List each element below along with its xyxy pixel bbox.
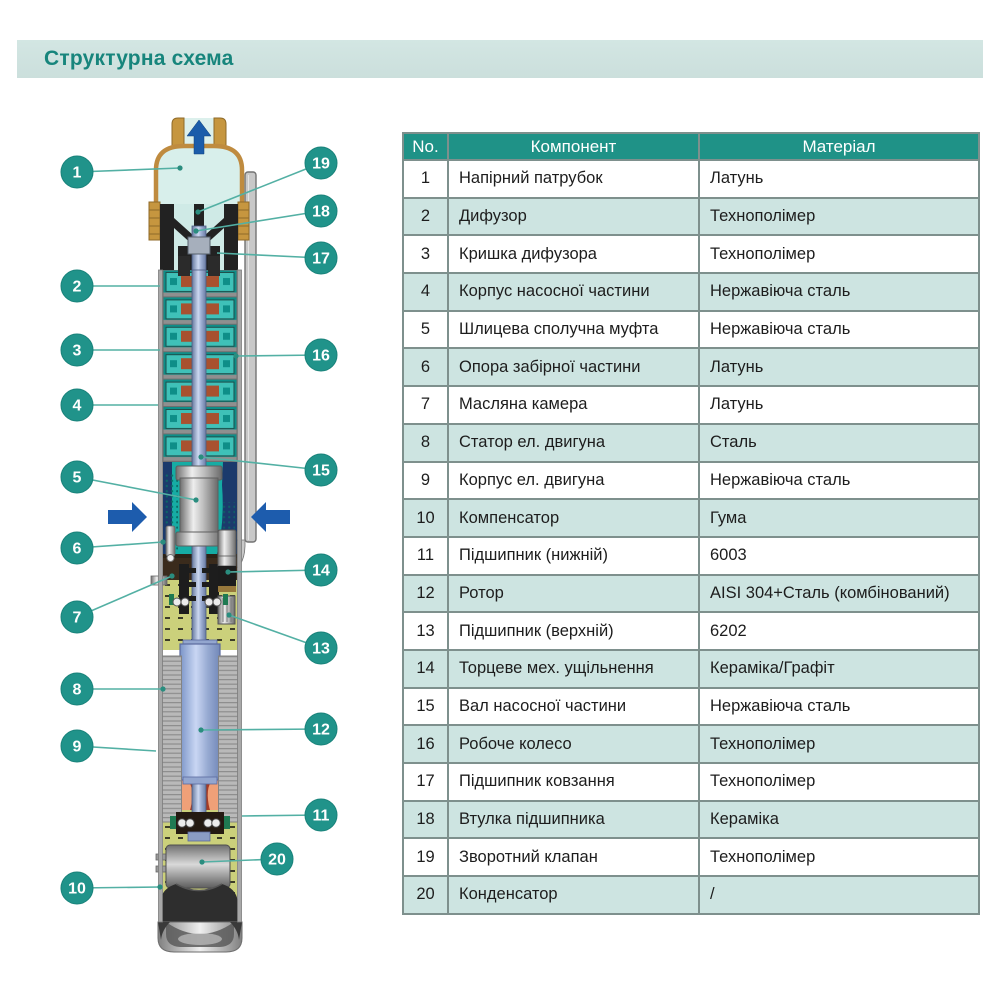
callout-dot-16 [233, 353, 238, 358]
cell-no: 16 [403, 725, 448, 763]
capacitor-icon [156, 845, 230, 888]
callout-dot-5 [193, 497, 198, 502]
cell-material: / [699, 876, 979, 914]
callout-label-14: 14 [312, 562, 330, 580]
slide-bearing-icon [178, 256, 190, 276]
cell-component: Опора забірної частини [448, 348, 699, 386]
cell-component: Вал насосної частини [448, 688, 699, 726]
callout-label-10: 10 [68, 880, 86, 898]
cell-no: 2 [403, 198, 448, 236]
callout-label-5: 5 [72, 469, 82, 487]
callout-dot-15 [198, 454, 203, 459]
cell-no: 5 [403, 311, 448, 349]
cell-no: 1 [403, 160, 448, 198]
callout-label-8: 8 [72, 681, 82, 699]
components-table [402, 132, 980, 915]
cell-component: Шлицева сполучна муфта [448, 311, 699, 349]
cell-no: 8 [403, 424, 448, 462]
table-row [403, 688, 979, 726]
column-header-no: No. [403, 133, 448, 160]
cell-component: Кришка дифузора [448, 235, 699, 273]
table-body [403, 160, 979, 914]
table-row [403, 198, 979, 236]
callout-label-4: 4 [72, 397, 82, 415]
cell-component: Дифузор [448, 198, 699, 236]
cell-component: Підшипник ковзання [448, 763, 699, 801]
cell-no: 11 [403, 537, 448, 575]
callout-label-19: 19 [312, 155, 330, 173]
callout-label-20: 20 [268, 851, 286, 869]
table-row [403, 160, 979, 198]
bearing-bushing-icon [188, 237, 210, 254]
pump-illustration [30, 110, 390, 960]
check-valve-icon [160, 204, 238, 276]
callout-dot-6 [160, 539, 165, 544]
callout-dot-8 [160, 686, 165, 691]
title-bar [17, 40, 983, 78]
cell-no: 7 [403, 386, 448, 424]
table-row [403, 763, 979, 801]
table-row [403, 612, 979, 650]
table-row [403, 876, 979, 914]
cell-material: Кераміка/Графіт [699, 650, 979, 688]
cell-no: 20 [403, 876, 448, 914]
callout-dot-20 [199, 859, 204, 864]
cell-material: Технополімер [699, 838, 979, 876]
cell-no: 9 [403, 462, 448, 500]
cell-material: Технополімер [699, 763, 979, 801]
table-row [403, 424, 979, 462]
cell-no: 14 [403, 650, 448, 688]
cell-material: Гума [699, 499, 979, 537]
callout-label-7: 7 [72, 609, 82, 627]
callout-label-12: 12 [312, 721, 330, 739]
column-header-component: Компонент [448, 133, 699, 160]
cell-no: 13 [403, 612, 448, 650]
cell-material: Нержавіюча сталь [699, 311, 979, 349]
table-row [403, 575, 979, 613]
cell-component: Напірний патрубок [448, 160, 699, 198]
cell-material: Кераміка [699, 801, 979, 839]
table-row [403, 725, 979, 763]
cell-material: AISI 304+Сталь (комбінований) [699, 575, 979, 613]
cell-component: Корпус насосної частини [448, 273, 699, 311]
callout-label-13: 13 [312, 640, 330, 658]
cell-material: Нержавіюча сталь [699, 462, 979, 500]
table-header-row [403, 133, 979, 160]
cell-no: 4 [403, 273, 448, 311]
cell-material: 6202 [699, 612, 979, 650]
callout-dot-10 [157, 884, 162, 889]
cell-material: Сталь [699, 424, 979, 462]
cell-material: Технополімер [699, 725, 979, 763]
callout-label-6: 6 [72, 540, 82, 558]
callout-label-1: 1 [72, 164, 82, 182]
cell-component: Компенсатор [448, 499, 699, 537]
callout-label-2: 2 [72, 278, 82, 296]
table-row [403, 650, 979, 688]
table-row [403, 462, 979, 500]
cell-component: Торцеве мех. ущільнення [448, 650, 699, 688]
callout-label-15: 15 [312, 462, 330, 480]
cell-no: 19 [403, 838, 448, 876]
cell-material: Латунь [699, 386, 979, 424]
cell-component: Масляна камера [448, 386, 699, 424]
cell-no: 17 [403, 763, 448, 801]
cell-no: 6 [403, 348, 448, 386]
cell-component: Втулка підшипника [448, 801, 699, 839]
table-row [403, 311, 979, 349]
cell-material: 6003 [699, 537, 979, 575]
cell-component: Зворотний клапан [448, 838, 699, 876]
callout-label-16: 16 [312, 347, 330, 365]
callout-label-18: 18 [312, 203, 330, 221]
callout-dot-14 [225, 569, 230, 574]
table-row [403, 235, 979, 273]
bottom-cap-icon [158, 922, 242, 952]
callout-dot-1 [177, 165, 182, 170]
table-row [403, 386, 979, 424]
callout-dot-13 [226, 612, 231, 617]
callout-line-12 [201, 729, 321, 730]
cell-material: Латунь [699, 160, 979, 198]
callout-dot-19 [195, 209, 200, 214]
cell-material: Технополімер [699, 198, 979, 236]
cell-component: Статор ел. двигуна [448, 424, 699, 462]
table-row [403, 838, 979, 876]
table-row [403, 273, 979, 311]
page-title: Структурна схема [44, 47, 234, 70]
cell-component: Підшипник (нижній) [448, 537, 699, 575]
rotor-icon [180, 640, 220, 784]
callout-dot-18 [193, 228, 198, 233]
components-table-grid [402, 132, 980, 915]
table-row [403, 537, 979, 575]
callout-label-17: 17 [312, 250, 330, 268]
callout-label-11: 11 [312, 807, 330, 825]
cell-material: Латунь [699, 348, 979, 386]
column-header-material: Матеріал [699, 133, 979, 160]
callout-dot-7 [169, 573, 174, 578]
cell-component: Ротор [448, 575, 699, 613]
cell-no: 15 [403, 688, 448, 726]
callout-label-9: 9 [72, 738, 82, 756]
callout-label-3: 3 [72, 342, 82, 360]
table-row [403, 499, 979, 537]
cell-no: 10 [403, 499, 448, 537]
cell-component: Конденсатор [448, 876, 699, 914]
cell-no: 3 [403, 235, 448, 273]
cell-component: Підшипник (верхній) [448, 612, 699, 650]
cell-material: Технополімер [699, 235, 979, 273]
cell-component: Корпус ел. двигуна [448, 462, 699, 500]
cell-component: Робоче колесо [448, 725, 699, 763]
cell-no: 12 [403, 575, 448, 613]
cell-no: 18 [403, 801, 448, 839]
callout-dot-12 [198, 727, 203, 732]
table-row [403, 801, 979, 839]
cell-material: Нержавіюча сталь [699, 273, 979, 311]
table-row [403, 348, 979, 386]
cell-material: Нержавіюча сталь [699, 688, 979, 726]
